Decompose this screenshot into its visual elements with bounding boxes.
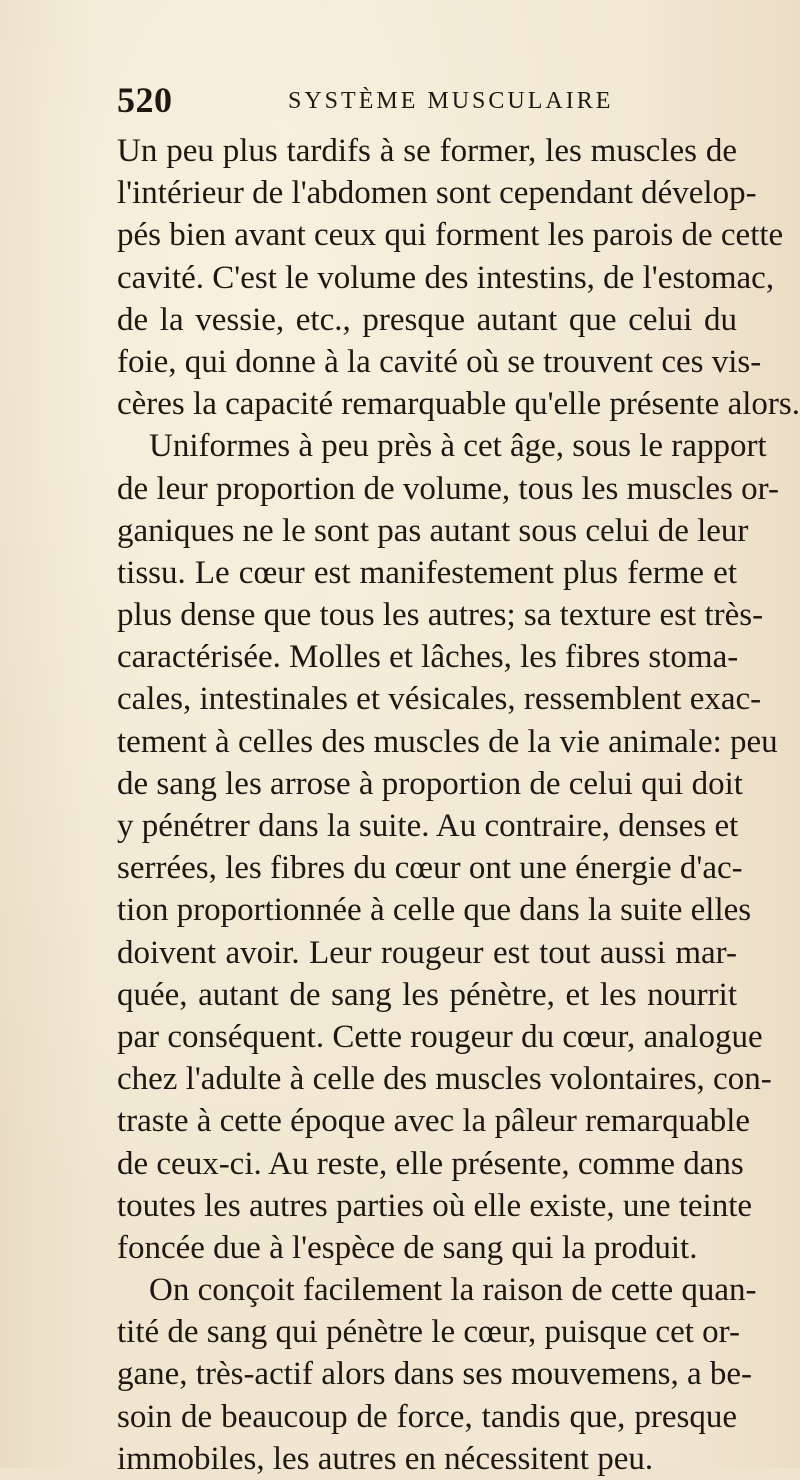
text-line: cavité. C'est le volume des intestins, de l'estomac, [117,259,775,296]
page-number: 520 [117,80,173,120]
running-head: SYSTÈME MUSCULAIRE [288,88,614,114]
paragraph-1 [117,130,800,425]
text-line: caractérisée. Molles et lâches, les fibres stoma- [117,639,739,676]
text-line: quée, autant de sang les pénètre, et les nourrit [117,976,737,1013]
paragraph-2 [117,425,779,1269]
text-line: y pénétrer dans la suite. Au contraire, denses et [117,808,739,844]
text-line: l'intérieur de l'abdomen sont cependant dévelop- [117,175,757,212]
text-line: On conçoit facilement la raison de cette quan- [149,1272,757,1309]
text-line: Uniformes à peu près à cet âge, sous le rapport [149,428,767,465]
text-line: pés bien avant ceux qui forment les parois de cette [117,217,784,254]
text-line: tement à celles des muscles de la vie animale: peu [117,723,778,760]
text-line: ganiques ne le sont pas autant sous celui de leur [117,512,749,549]
text-line: soin de beaucoup de force, tandis que, presque [117,1398,737,1435]
text-line: de leur proportion de volume, tous les muscles or- [117,470,779,507]
text-line: tité de sang qui pénètre le cœur, puisque cet or- [117,1314,740,1351]
text-line: tion proportionnée à celle que dans la suite elles [117,892,752,929]
text-line: Un peu plus tardifs à se former, les muscles de [117,133,737,169]
text-line: toutes les autres parties où elle existe, une teinte [117,1187,753,1224]
paragraph-3 [117,1269,757,1480]
text-line: de la vessie, etc., presque autant que celui du [117,301,737,338]
text-line: foie, qui donne à la cavité où se trouvent ces vis- [117,343,762,380]
text-line: immobiles, les autres en nécessitent peu. [117,1440,654,1477]
text-line: traste à cette époque avec la pâleur remarquable [117,1103,751,1140]
text-line: tissu. Le cœur est manifestement plus ferme et [117,554,737,591]
page-header [117,80,717,120]
text-line: cères la capacité remarquable qu'elle présente alors. [117,386,800,423]
body-text [117,130,800,1480]
text-line: doivent avoir. Leur rougeur est tout aussi mar- [117,934,737,971]
text-line: serrées, les fibres du cœur ont une énergie d'ac- [117,850,743,887]
text-line: cales, intestinales et vésicales, ressemblent exac- [117,681,762,718]
text-line: de ceux-ci. Au reste, elle présente, comme dans [117,1145,744,1182]
text-line: foncée due à l'espèce de sang qui la produit. [117,1229,698,1266]
text-line: de sang les arrose à proportion de celui qui doit [117,765,743,802]
text-line: chez l'adulte à celle des muscles volontaires, con- [117,1061,772,1098]
text-line: plus dense que tous les autres; sa texture est très- [117,597,764,634]
text-line: gane, très-actif alors dans ses mouvemens, a be- [117,1356,753,1393]
text-line: par conséquent. Cette rougeur du cœur, analogue [117,1018,763,1055]
